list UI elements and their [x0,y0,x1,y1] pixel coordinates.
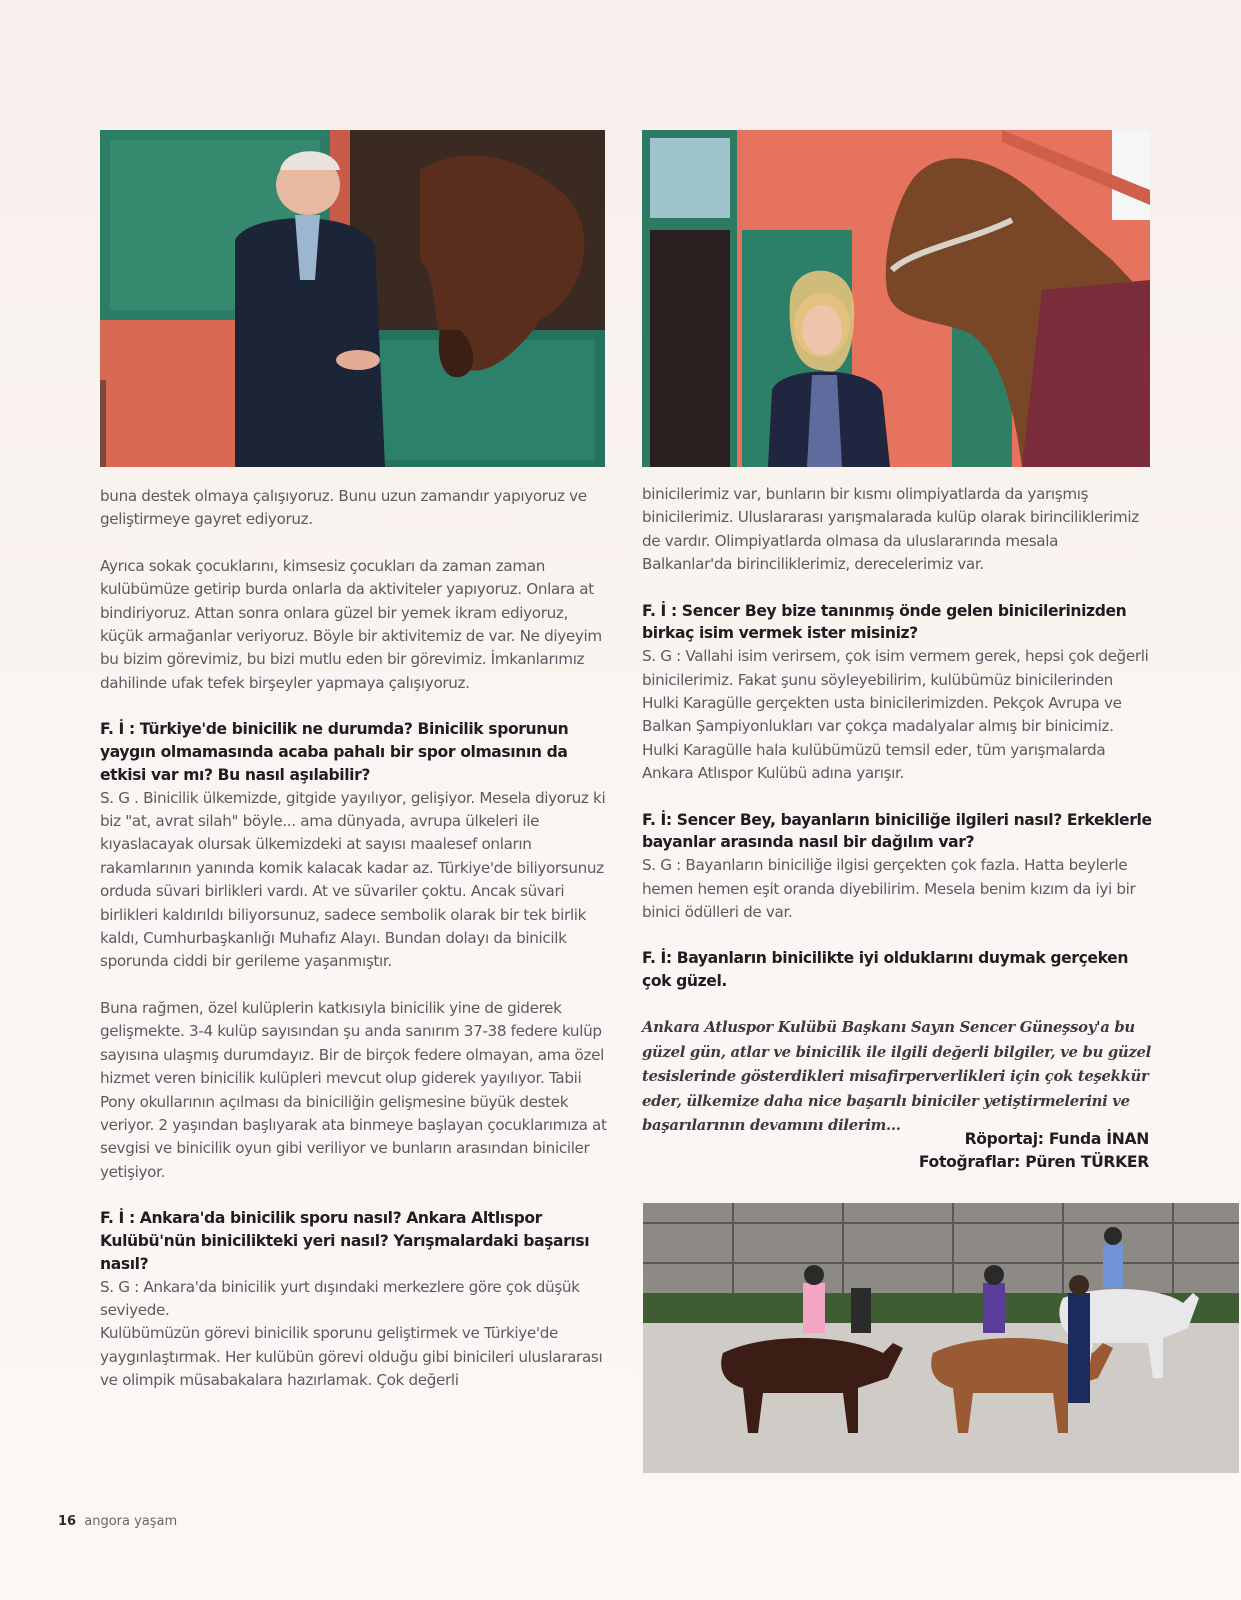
interview-question: F. İ : Sencer Bey bize tanınmış önde gelen binicilerinizden birkaç isim vermek ister misiniz? [642,601,1127,643]
photo-children-riding-ponies [643,1203,1239,1473]
interview-question: F. İ: Sencer Bey, bayanların biniciliğe ilgileri nasıl? Erkeklerle bayanlar arasında nasıl bir dağılım var? [642,810,1152,852]
credits [919,1128,1149,1174]
page-footer [58,1514,177,1529]
interview-answer: S. G : Vallahi isim verirsem, çok isim vermem gerek, hepsi çok değerli binicilerimiz. Fakat şunu söyleyebilirim, kulübümüz binicilerinden Hulki Karagülle gerçekten usta binicilerimizden. Pekçok Avrupa ve Balkan Şampiyonlukları var çokça madalyalar almış bir binicimiz. Hulki Karagülle hala kulübümüzü temsil eder, tüm yarışmalarda Ankara Atlıspor Kulübü adına yarışır. [642,647,1149,783]
right-column [642,483,1152,1139]
page-number: 16 [58,1514,77,1529]
closing-remarks: Ankara Atluspor Kulübü Başkanı Sayın Sencer Güneşsoy'a bu güzel gün, atlar ve binicilik ile ilgili değerli bilgiler, ve bu güzel tesislerinde gösterdikleri misafirperverlikleri için çok teşekkür eder, ülkemize daha nice başarılı biniciler yetiştirmelerini ve başarılarının devamını dilerim... [642,1019,1151,1135]
interview-answer: Kulübümüzün görevi binicilik sporunu geliştirmek ve Türkiye'de yaygınlaştırmak. Her kulübün görevi olduğu gibi binicileri uluslararası ve olimpik müsabakalara hazırlamak. Çok değerli [100,1324,603,1390]
interview-answer: S. G : Ankara'da binicilik yurt dışındaki merkezlere göre çok düşük seviyede. [100,1277,580,1319]
paragraph: binicilerimiz var, bunların bir kısmı olimpiyatlarda da yarışmış binicilerimiz. Uluslararası yarışmalarada kulüp olarak birinciliklerimiz de vardır. Olimpiyatlarda olmasa da uluslararında mesala Balkanlar'da birinciliklerimiz, derecelerimiz var. [642,485,1139,574]
photo-woman-with-horse [642,130,1150,467]
paragraph: buna destek olmaya çalışıyoruz. Bunu uzun zamandır yapıyoruz ve geliştirmeye gayret ediyoruz. [100,487,587,529]
publication-name: angora yaşam [84,1514,178,1529]
paragraph: Ayrıca sokak çocuklarını, kimsesiz çocukları da zaman zaman kulübümüze getirip burda onlarla da aktiviteler yapıyoruz. Onlara at bindiriyoruz. Attan sonra onlara güzel bir yemek ikram ediyoruz, küçük armağanlar veriyoruz. Böyle bir aktivitemiz de var. Ne diyeyim bu bizim görevimiz, bu bizi mutlu eden bir görevimiz. İmkanlarımız dahilinde ufak tefek birşeyler yapmaya çalışıyoruz. [100,556,602,692]
interview-question: F. İ : Türkiye'de binicilik ne durumda? Binicilik sporunun yaygın olmamasında acaba pahalı bir spor olmasının da etkisi var mı? Bu nasıl aşılabilir? [100,720,569,784]
paragraph: Buna rağmen, özel kulüplerin katkısıyla binicilik yine de giderek gelişmekte. 3-4 kulüp sayısından şu anda sanırım 37-38 federe kulüp sayısına ulaşmış durumdayız. Bir de birçok federe olmayan, ama özel hizmet veren binicilik kulüpleri mevcut olup giderek yayılıyor. Tabii Pony okullarının açılması da biniciliğin gelişmesine büyük destek veriyor. 2 yaşından başlıyarak ata binmeye başlayan çocuklarımıza at sevgisi ve binicilik oyun gibi veriliyor ve bunların arasından biniciler yetişiyor. [100,998,607,1181]
left-column [100,485,610,1393]
interviewer-credit: Röportaj: Funda İNAN [964,1130,1149,1148]
photographer-credit: Fotoğraflar: Püren TÜRKER [918,1152,1149,1171]
interview-answer: S. G . Binicilik ülkemizde, gitgide yayılıyor, gelişiyor. Mesela diyoruz ki biz "at, avrat silah" böyle... ama dünyada, avrupa ülkeleri ile kıyaslacayak olursak ülkemizdeki at sayısı maalesef onların rakamlarının yanında komik kalacak kadar az. Türkiye'de biliyorsunuz orduda süvari birlikleri vardı. At ve süvariler çoktu. Ancak süvari birlikleri kaldırıldı biliyorsunuz, sadece sembolik olarak bir tek birlik kaldı, Cumhurbaşkanlığı Muhafız Alayı. Bundan dolayı da binicilk sporunda ciddi bir gerileme yaşanmıştır. [100,788,606,971]
interview-question: F. İ: Bayanların binicilikte iyi olduklarını duymak gerçeken çok güzel. [642,949,1129,991]
interview-answer: S. G : Bayanların biniciliğe ilgisi gerçekten çok fazla. Hatta beylerle hemen hemen eşit oranda diyebilirim. Mesela benim kızım da iyi bir binici ödülleri de var. [642,856,1136,922]
photo-man-with-horse [100,130,605,467]
interview-question: F. İ : Ankara'da binicilik sporu nasıl? Ankara Altlıspor Kulübü'nün binicilikteki yeri nasıl? Yarışmalardaki başarısı nasıl? [100,1209,590,1273]
